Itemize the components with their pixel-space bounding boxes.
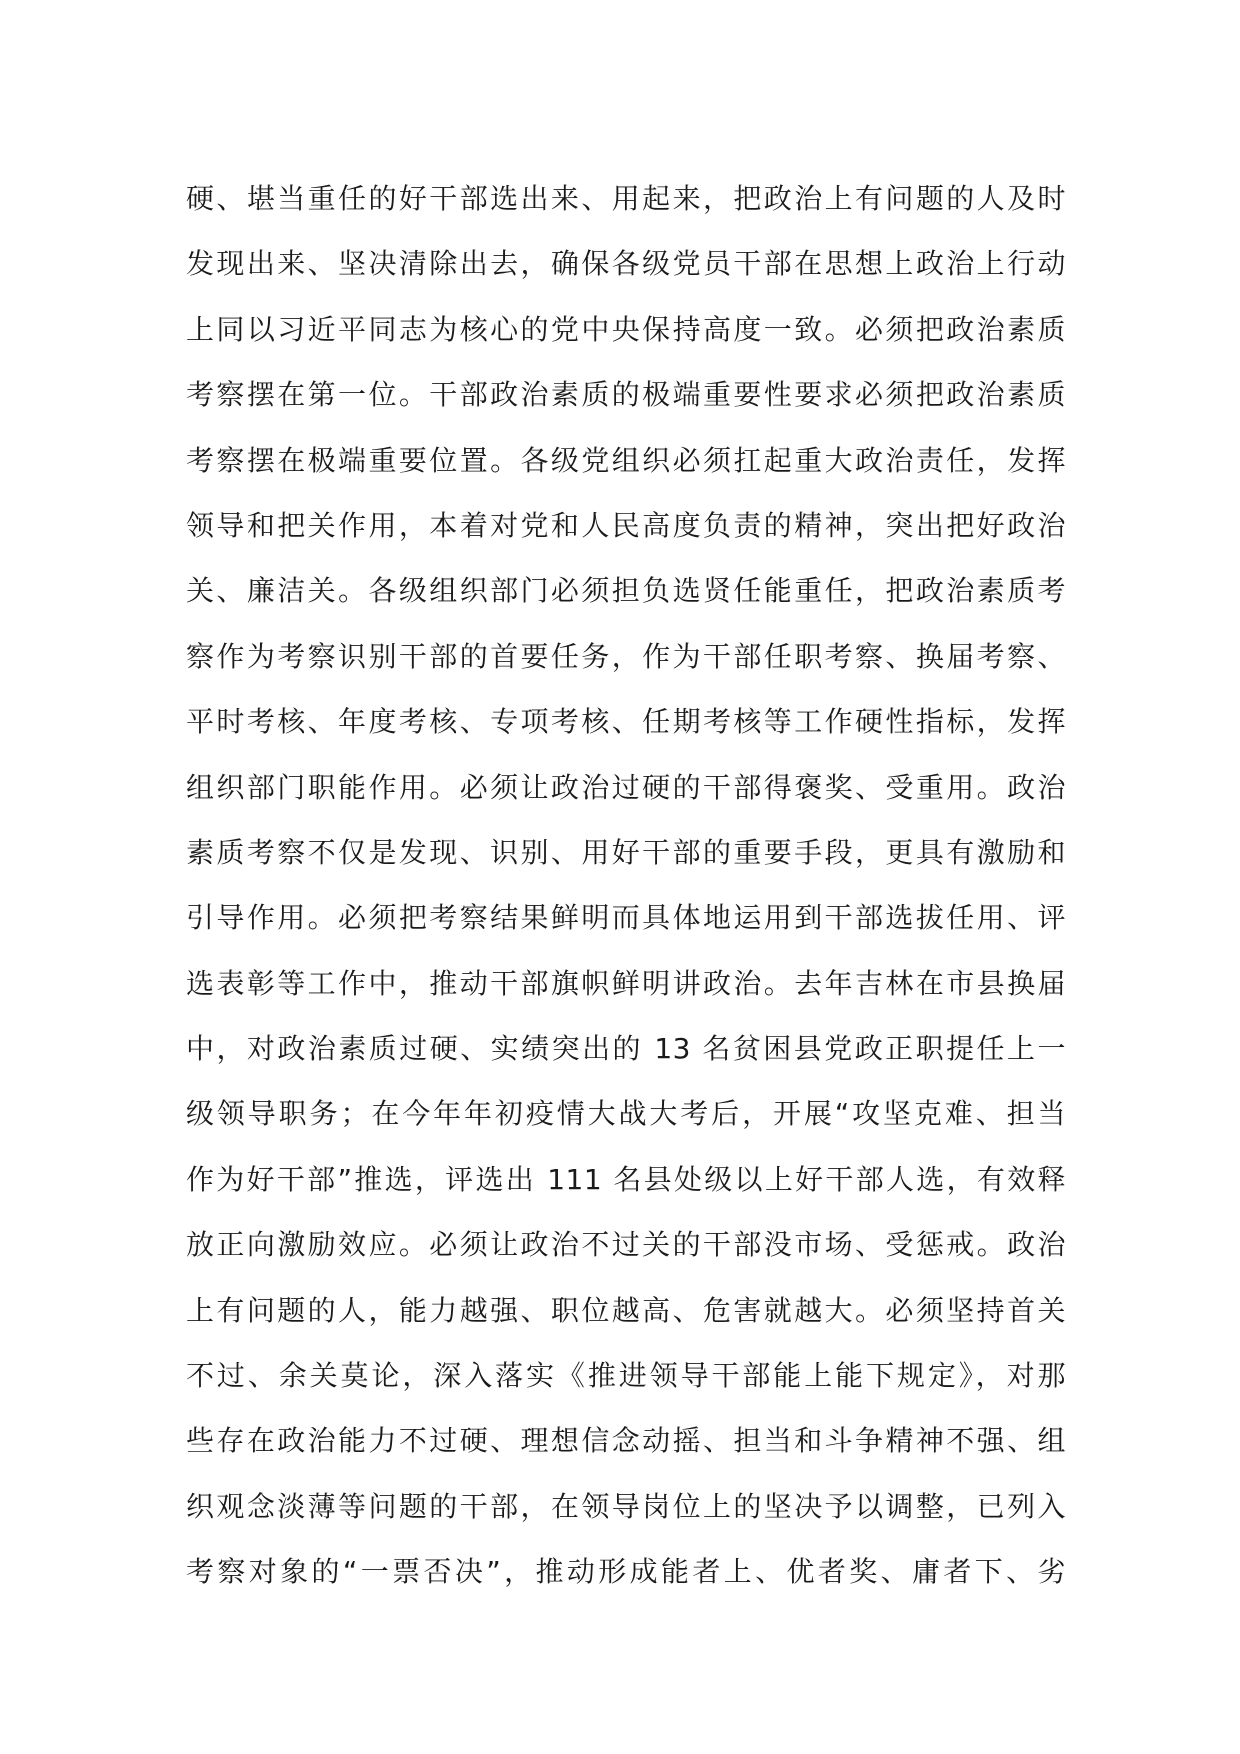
- text-line: 察作为考察识别干部的首要任务，作为干部任职考察、换届考察、: [186, 639, 1066, 673]
- text-line: 不过、余关莫论，深入落实《推进领导干部能上能下规定》，对那: [186, 1359, 1066, 1393]
- text-line: 平时考核、年度考核、专项考核、任期考核等工作硬性指标，发挥: [186, 705, 1066, 739]
- text-line: 上有问题的人，能力越强、职位越高、危害就越大。必须坚持首关: [186, 1293, 1066, 1327]
- text-line: 中，对政治素质过硬、实绩突出的 13 名贫困县党政正职提任上一: [186, 1032, 1066, 1066]
- text-line: 级领导职务；在今年年初疫情大战大考后，开展“攻坚克难、担当: [186, 1097, 1066, 1131]
- text-line: 些存在政治能力不过硬、理想信念动摇、担当和斗争精神不强、组: [186, 1424, 1066, 1458]
- text-line: 发现出来、坚决清除出去，确保各级党员干部在思想上政治上行动: [186, 247, 1066, 281]
- text-line: 素质考察不仅是发现、识别、用好干部的重要手段，更具有激励和: [186, 835, 1066, 869]
- text-line: 领导和把关作用，本着对党和人民高度负责的精神，突出把好政治: [186, 508, 1066, 542]
- text-line: 引导作用。必须把考察结果鲜明而具体地运用到干部选拔任用、评: [186, 901, 1066, 935]
- text-line: 织观念淡薄等问题的干部，在领导岗位上的坚决予以调整，已列入: [186, 1489, 1066, 1523]
- text-line: 考察摆在第一位。干部政治素质的极端重要性要求必须把政治素质: [186, 378, 1066, 412]
- body-paragraph: [186, 166, 1066, 1605]
- text-line: 放正向激励效应。必须让政治不过关的干部没市场、受惩戒。政治: [186, 1228, 1066, 1262]
- text-line: 选表彰等工作中，推动干部旗帜鲜明讲政治。去年吉林在市县换届: [186, 966, 1066, 1000]
- text-line: 关、廉洁关。各级组织部门必须担负选贤任能重任，把政治素质考: [186, 574, 1066, 608]
- text-line: 组织部门职能作用。必须让政治过硬的干部得褒奖、受重用。政治: [186, 770, 1066, 804]
- text-line: 考察摆在极端重要位置。各级党组织必须扛起重大政治责任，发挥: [186, 443, 1066, 477]
- text-line: 作为好干部”推选，评选出 111 名县处级以上好干部人选，有效释: [186, 1162, 1066, 1196]
- text-line: 上同以习近平同志为核心的党中央保持高度一致。必须把政治素质: [186, 312, 1066, 346]
- text-line: 考察对象的“一票否决”，推动形成能者上、优者奖、庸者下、劣: [186, 1555, 1066, 1589]
- text-line: 硬、堪当重任的好干部选出来、用起来，把政治上有问题的人及时: [186, 182, 1066, 215]
